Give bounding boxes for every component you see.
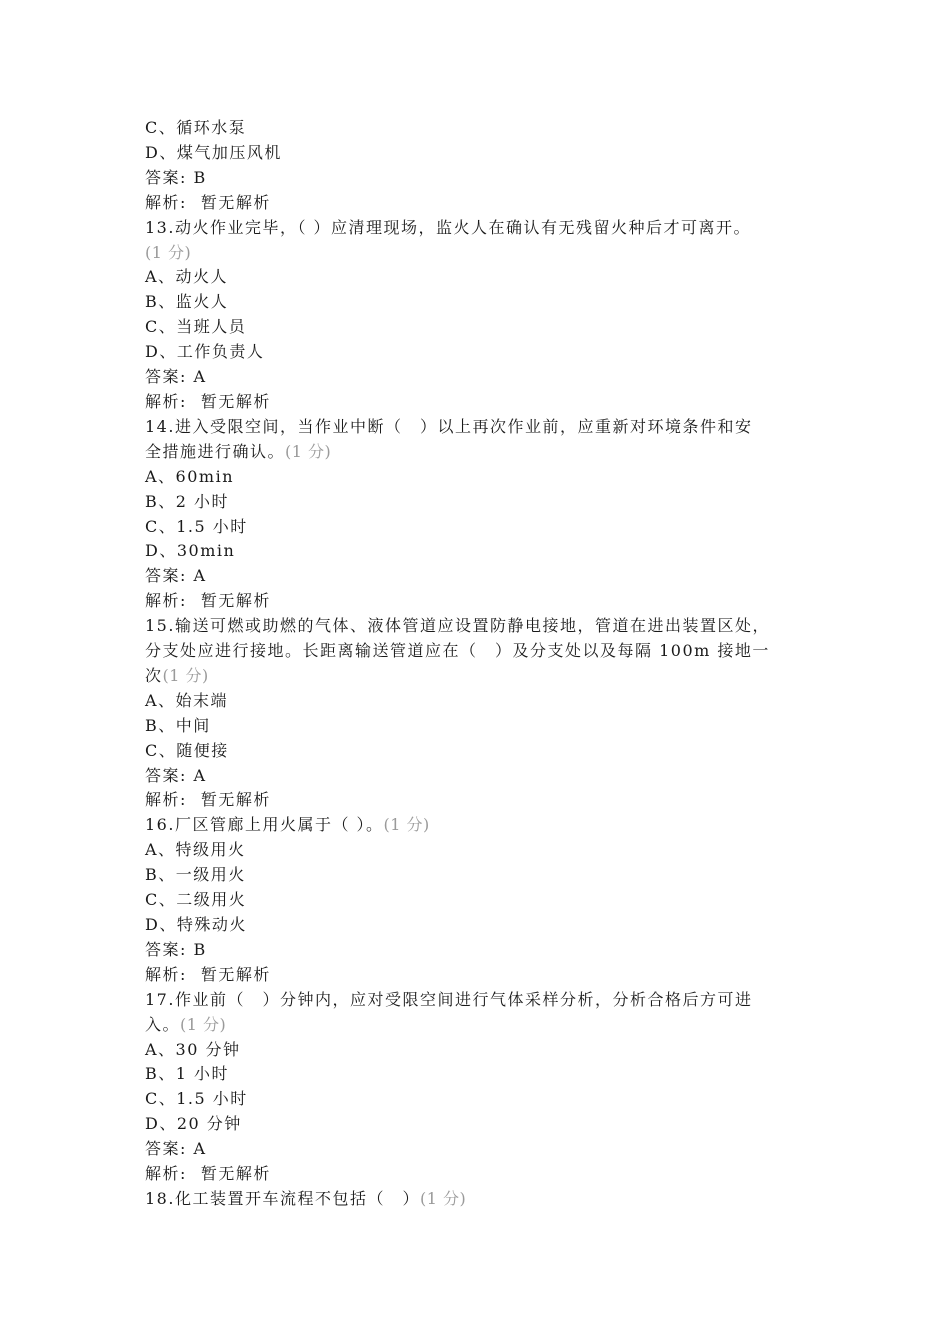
analysis-label: 解析:: [145, 964, 187, 984]
question-block-16: [145, 813, 825, 987]
analysis-line: [145, 1162, 825, 1187]
question-score-line: [145, 241, 825, 266]
question-text-tail: 入。: [145, 1014, 181, 1034]
question-text: [145, 813, 825, 838]
option-d: D、30min: [145, 541, 236, 561]
question-block-15: [145, 614, 825, 813]
option-b: B、中间: [145, 715, 211, 735]
question-block-14: [145, 415, 825, 614]
question-text-tail: 全措施进行确认。: [145, 441, 286, 461]
option-b: B、一级用火: [145, 865, 246, 885]
option-b: B、监火人: [145, 292, 229, 312]
option-c: C、1.5 小时: [145, 516, 248, 536]
question-block-12-tail: [145, 116, 825, 216]
answer-line: 答案: A: [145, 765, 207, 785]
question-score: (1 分): [145, 242, 192, 262]
option-a: A、特级用火: [145, 840, 246, 860]
question-text: 13.动火作业完毕，（ ）应清理现场，监火人在确认有无残留火种后才可离开。: [145, 217, 752, 237]
option-a: A、始末端: [145, 690, 229, 710]
analysis-text: 暂无解析: [200, 591, 271, 611]
option-c: C、随便接: [145, 740, 229, 760]
analysis-text: 暂无解析: [200, 192, 271, 212]
analysis-line: [145, 191, 825, 216]
analysis-text: 暂无解析: [200, 391, 271, 411]
analysis-line: [145, 589, 825, 614]
option-a: A、30 分钟: [145, 1039, 241, 1059]
question-text-cont: [145, 440, 825, 465]
answer-line: 答案: A: [145, 566, 207, 586]
option-d: D、特殊动火: [145, 915, 247, 934]
analysis-label: 解析:: [145, 591, 187, 611]
option-a: A、60min: [145, 466, 235, 486]
answer-line: 答案: B: [145, 167, 207, 187]
question-text-cont: 分支处应进行接地。长距离输送管道应在（ ）及分支处以及每隔 100m 接地一: [145, 641, 770, 661]
option-c: C、1.5 小时: [145, 1089, 248, 1109]
question-text: 14.进入受限空间，当作业中断（ ）以上再次作业前，应重新对环境条件和安: [145, 416, 753, 436]
question-text-main: 18.化工装置开车流程不包括（ ）: [145, 1188, 420, 1208]
answer-line: 答案: B: [145, 939, 207, 959]
analysis-line: [145, 788, 825, 813]
question-block-13: [145, 216, 825, 415]
question-text-tail: 次: [145, 665, 163, 685]
analysis-text: 暂无解析: [200, 790, 271, 810]
answer-line: 答案: A: [145, 367, 207, 387]
question-text: 15.输送可燃或助燃的气体、液体管道应设置防静电接地，管道在进出装置区处，: [145, 616, 770, 636]
question-text-main: 16.厂区管廊上用火属于（ ）。: [145, 815, 384, 835]
option-d: D、煤气加压风机: [145, 142, 282, 162]
option-d: D、20 分钟: [145, 1114, 242, 1134]
analysis-label: 解析:: [145, 192, 187, 212]
question-score: (1 分): [383, 815, 430, 835]
question-block-17: [145, 988, 825, 1187]
option-c: C、循环水泵: [145, 118, 247, 137]
option-d: D、工作负责人: [145, 342, 265, 362]
question-score: (1 分): [180, 1014, 227, 1034]
question-list: [145, 116, 825, 1212]
question-score: (1 分): [285, 441, 332, 461]
question-block-18: [145, 1187, 825, 1212]
question-text: [145, 1187, 825, 1212]
question-text: 17.作业前（ ）分钟内，应对受限空间进行气体采样分析，分析合格后方可进: [145, 989, 753, 1009]
analysis-line: [145, 390, 825, 415]
question-text-cont: [145, 664, 825, 689]
answer-line: 答案: A: [145, 1139, 207, 1159]
analysis-text: 暂无解析: [200, 964, 271, 984]
question-text-cont: [145, 1013, 825, 1038]
analysis-label: 解析:: [145, 790, 187, 810]
analysis-label: 解析:: [145, 391, 187, 411]
option-b: B、1 小时: [145, 1064, 230, 1084]
analysis-text: 暂无解析: [200, 1164, 271, 1184]
analysis-line: [145, 963, 825, 988]
option-c: C、当班人员: [145, 317, 247, 337]
analysis-label: 解析:: [145, 1164, 187, 1184]
option-a: A、动火人: [145, 267, 229, 287]
question-score: (1 分): [162, 665, 209, 685]
question-score: (1 分): [419, 1188, 467, 1208]
option-c: C、二级用火: [145, 890, 247, 910]
option-b: B、2 小时: [145, 491, 230, 511]
